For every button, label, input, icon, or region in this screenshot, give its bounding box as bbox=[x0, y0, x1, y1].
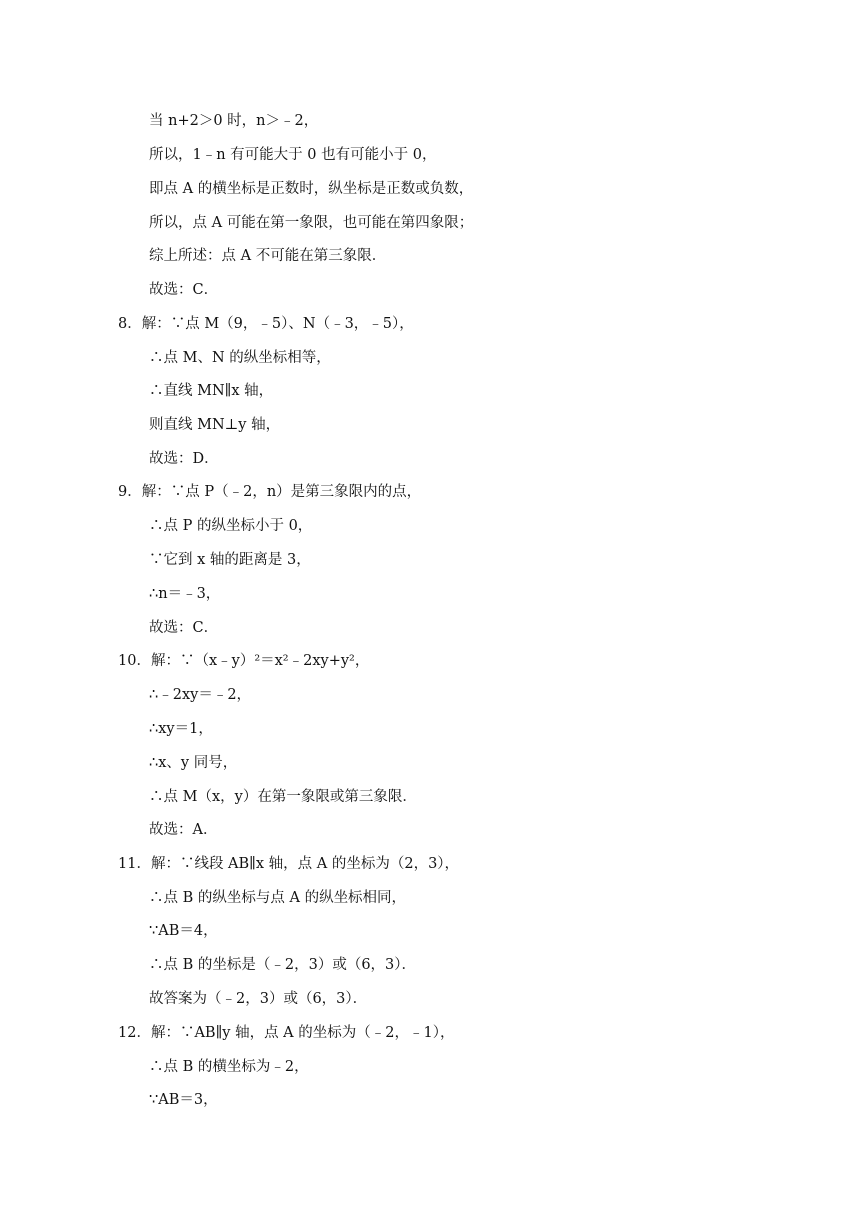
text-line: 故选：A． bbox=[149, 822, 218, 838]
text-line: ∴点 M（x，y）在第一象限或第三象限． bbox=[149, 789, 417, 805]
text-line: ∵AB＝3， bbox=[149, 1092, 218, 1108]
solution-heading: 10．解：∵（x﹣y）²＝x²﹣2xy+y²， bbox=[118, 653, 370, 669]
text-line: 综上所述：点 A 不可能在第三象限． bbox=[149, 248, 387, 264]
text-line: ∴xy＝1， bbox=[149, 721, 213, 737]
text-line: ∴点 M、N 的纵坐标相等， bbox=[149, 350, 331, 366]
solution-heading: 9．解：∵点 P（﹣2，n）是第三象限内的点， bbox=[118, 484, 422, 500]
text-line: 故选：C． bbox=[149, 620, 219, 636]
text-line: ∵它到 x 轴的距离是 3， bbox=[149, 552, 311, 568]
solution-heading: 11．解：∵线段 AB∥x 轴，点 A 的坐标为（2，3）， bbox=[118, 856, 460, 872]
text-line: 则直线 MN⊥y 轴， bbox=[149, 417, 281, 433]
text-line: ∴n＝﹣3， bbox=[149, 586, 221, 602]
text-line: 故选：D． bbox=[149, 451, 219, 467]
text-line: ∴x、y 同号， bbox=[149, 755, 238, 771]
text-line: 即点 A 的横坐标是正数时，纵坐标是正数或负数， bbox=[149, 181, 474, 197]
text-line: ∴点 B 的纵坐标与点 A 的纵坐标相同， bbox=[149, 890, 407, 906]
text-line: ∴﹣2xy＝﹣2， bbox=[149, 687, 252, 703]
text-line: 所以，点 A 可能在第一象限，也可能在第四象限； bbox=[149, 215, 474, 231]
text-line: ∴直线 MN∥x 轴， bbox=[149, 383, 274, 399]
text-line: 所以，1﹣n 有可能大于 0 也有可能小于 0， bbox=[149, 147, 437, 163]
text-line: ∴点 B 的横坐标为﹣2， bbox=[149, 1059, 309, 1075]
solution-heading: 12．解：∵AB∥y 轴，点 A 的坐标为（﹣2，﹣1）， bbox=[118, 1025, 455, 1041]
text-line: ∴点 B 的坐标是（﹣2，3）或（6，3）． bbox=[149, 957, 417, 973]
text-line: ∴点 P 的纵坐标小于 0， bbox=[149, 518, 313, 534]
text-line: ∵AB＝4， bbox=[149, 923, 218, 939]
text-line: 当 n+2＞0 时，n＞﹣2， bbox=[149, 113, 319, 129]
text-line: 故选：C． bbox=[149, 282, 219, 298]
text-line: 故答案为（﹣2，3）或（6，3）． bbox=[149, 991, 368, 1007]
solution-heading: 8．解：∵点 M（9，﹣5）、N（﹣3，﹣5）， bbox=[118, 316, 414, 332]
